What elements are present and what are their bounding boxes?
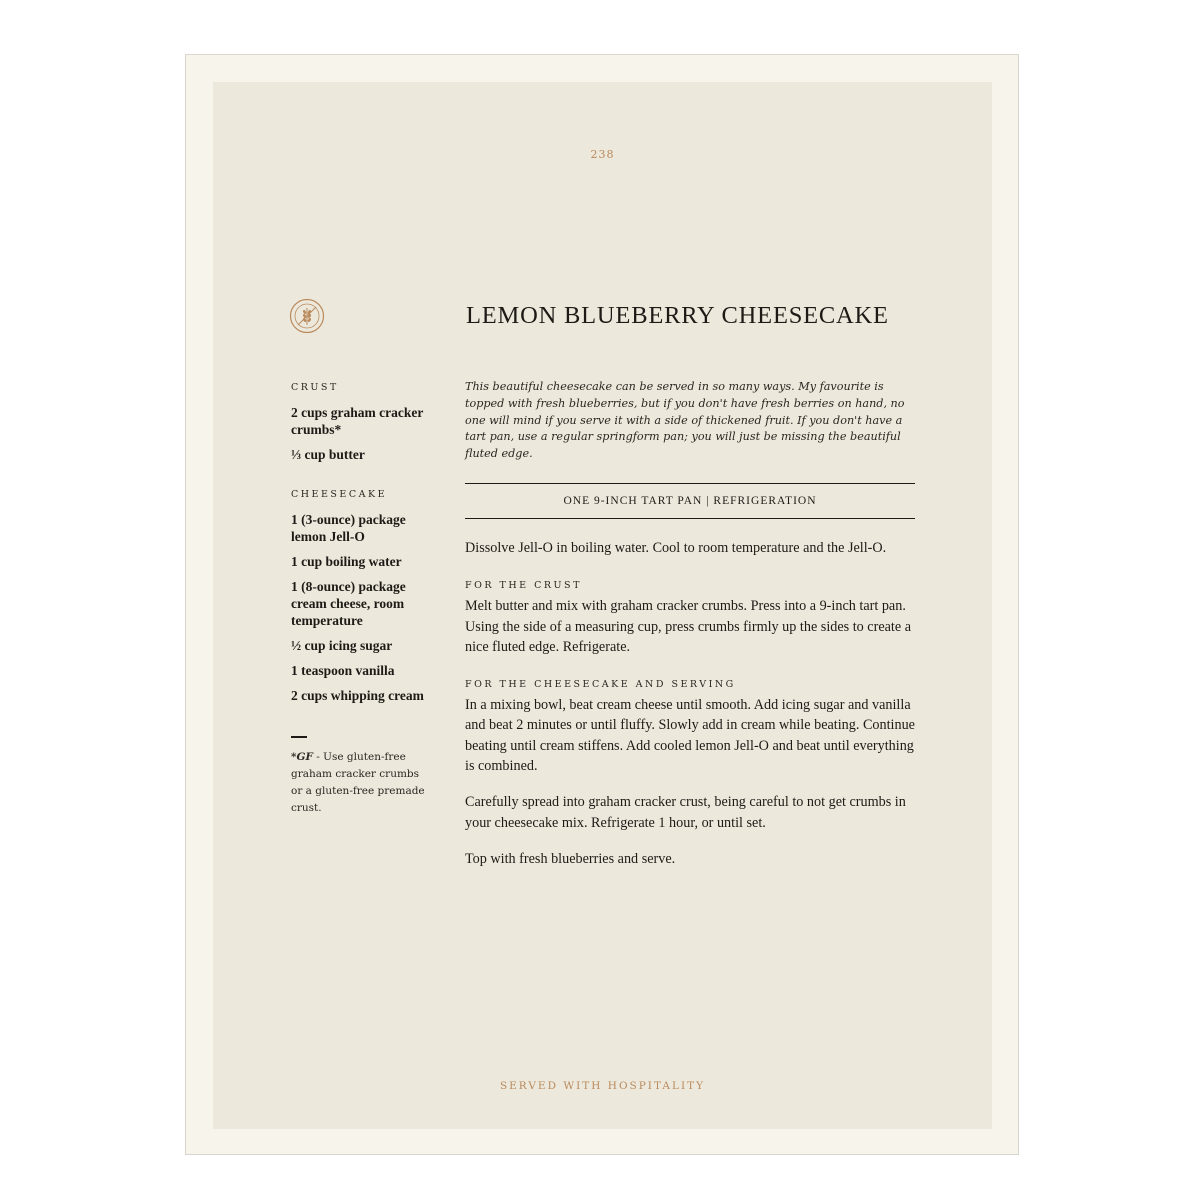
recipe-page <box>213 82 992 1129</box>
gluten-free-note <box>291 749 431 817</box>
crust-heading: CRUST <box>291 382 339 393</box>
ingredient-item: 2 cups whipping cream <box>291 688 424 703</box>
gf-note-text: - Use gluten-free graham cracker crumbs or a gluten-free premade crust. <box>291 751 425 814</box>
cheesecake-step-heading: FOR THE CHEESECAKE AND SERVING <box>465 679 736 691</box>
ingredient-item: 2 cups graham cracker crumbs* <box>291 405 424 437</box>
recipe-body <box>465 379 915 869</box>
ingredient-item: 1 cup boiling water <box>291 554 402 569</box>
page-border <box>185 54 1019 1155</box>
ingredient-item: ½ cup icing sugar <box>291 638 393 653</box>
step-paragraph: Carefully spread into graham cracker crust, being careful to not get crumbs in your cheesecake mix. Refrigerate 1 hour, or until set. <box>465 794 906 831</box>
note-divider <box>291 736 307 738</box>
ingredient-item: ⅓ cup butter <box>291 447 365 462</box>
step-paragraph: Top with fresh blueberries and serve. <box>465 850 676 867</box>
recipe-title: LEMON BLUEBERRY CHEESECAKE <box>466 302 889 329</box>
page-footer: SERVED WITH HOSPITALITY <box>499 1080 706 1092</box>
recipe-intro: This beautiful cheesecake can be served in so many ways. My favourite is topped with fresh blueberries, but if you don't have fresh berries on hand, no one will mind if you serve it with a side of thickened fruit. If you don't have a tart pan, use a regular springform pan; you will just be missing the beautiful fluted edge. <box>465 380 905 461</box>
yield-bar: ONE 9-INCH TART PAN | REFRIGERATION <box>465 483 915 519</box>
step-paragraph: In a mixing bowl, beat cream cheese until smooth. Add icing sugar and vanilla and beat 2 minutes or until fluffy. Slowly add in cream while beating. Continue beating until cream stiffens. Add cooled lemon Jell-O and beat until everything is combined. <box>465 697 915 775</box>
cheesecake-heading: CHEESECAKE <box>291 489 388 500</box>
gf-label: *GF <box>291 751 313 763</box>
cheesecake-ingredients <box>291 489 431 704</box>
step-paragraph: Melt butter and mix with graham cracker crumbs. Press into a 9-inch tart pan. Using the side of a measuring cup, press crumbs firmly up the sides to create a nice fluted edge. Refrigerate. <box>465 598 911 655</box>
ingredients-sidebar <box>291 382 431 817</box>
step-paragraph: Dissolve Jell-O in boiling water. Cool to room temperature and the Jell-O. <box>465 539 887 556</box>
ingredient-item: 1 (8-ounce) package cream cheese, room temperature <box>291 579 406 628</box>
crust-step-heading: FOR THE CRUST <box>465 580 582 592</box>
ingredient-item: 1 (3-ounce) package lemon Jell-O <box>291 512 406 544</box>
ingredient-item: 1 teaspoon vanilla <box>291 663 395 678</box>
gluten-free-wheat-badge-icon <box>289 298 325 334</box>
page-number: 238 <box>590 148 615 161</box>
